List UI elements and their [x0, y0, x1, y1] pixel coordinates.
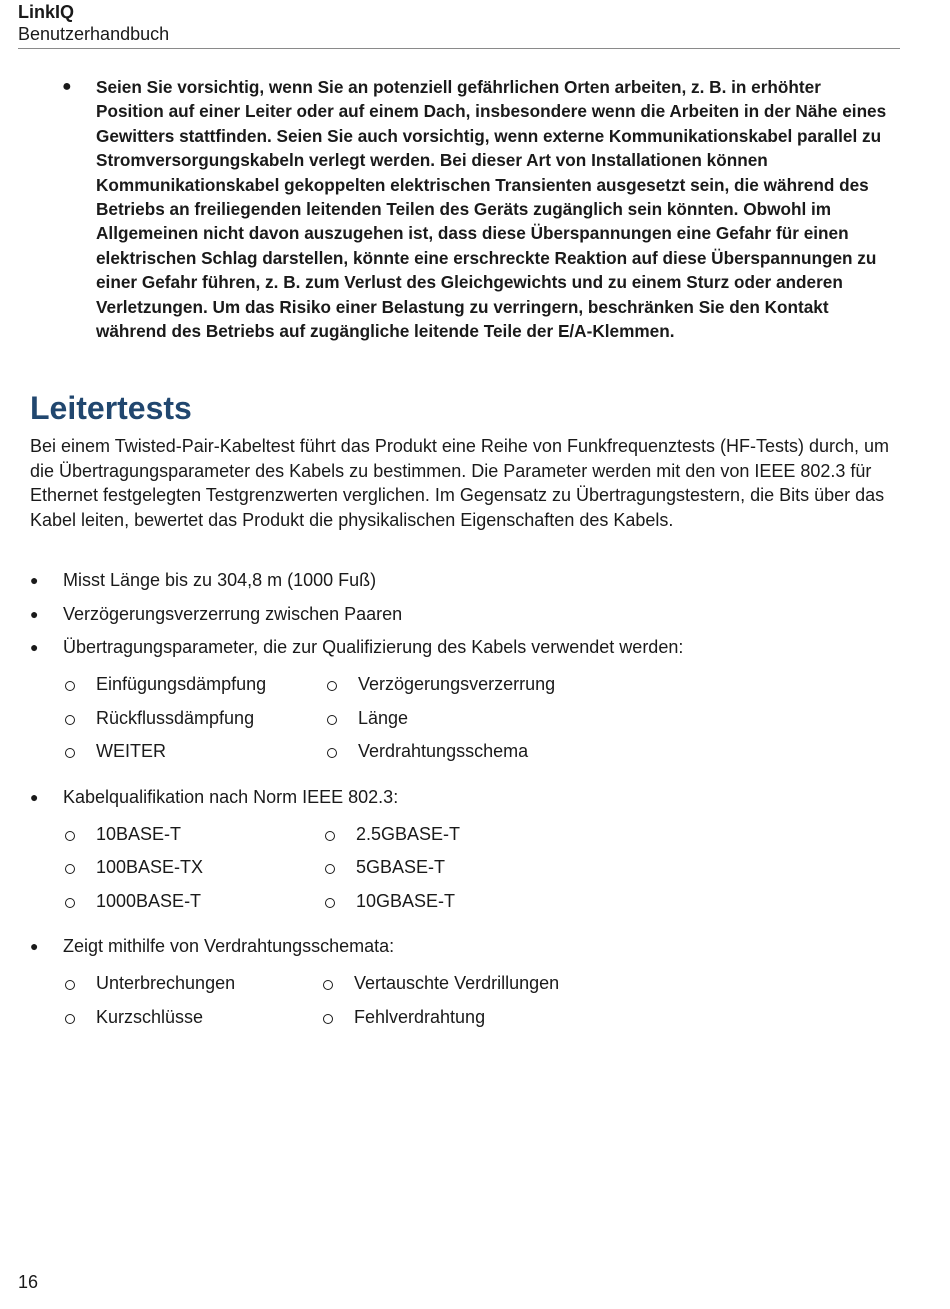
sub-list-item: 5GBASE-T [356, 857, 446, 877]
sub-list-row [30, 971, 900, 1005]
list-item-text: Zeigt mithilfe von Verdrahtungsschemata: [63, 936, 395, 956]
circle-bullet-icon [327, 681, 337, 691]
list-item [30, 635, 900, 659]
sub-list-item: WEITER [96, 741, 166, 761]
page-number: 16 [18, 1272, 39, 1292]
sub-list-item: 10BASE-T [96, 823, 182, 844]
warning-text: Seien Sie vorsichtig, wenn Sie an potenziell gefährlichen Orten arbeiten, z. B. in erhöhter Position auf einer Leiter oder auf einem Dach, insbesondere wenn die Arbeiten in der Nähe eines Gewitters stattfinden. Seien Sie auch vorsichtig, wenn externe Kommunikationskabel parallel zu Stromversorgungskabeln verlegt werden. Bei dieser Art von Installationen können Kommunikationskabel gekoppelten elektrischen Transienten ausgesetzt sein, die während des Betriebs an freiliegenden leitenden Teilen des Geräts zugänglich sein könnten. Obwohl im Allgemeinen nicht davon auszugehen ist, dass diese Überspannungen eine Gefahr für einen elektrischen Schlag darstellen, könnte eine erschreckte Reaktion auf diese Überspannungen zu einer Gefahr führen, z. B. zum Verlust des Gleichgewichts und zu einem Sturz oder anderen Verletzungen. Um das Risiko einer Belastung zu verringern, beschränken Sie den Kontakt während des Betriebs auf zugängliche leitende Teile der E/A-Klemmen. [96, 77, 887, 342]
sub-list-item: Verzögerungsverzerrung [358, 674, 556, 694]
circle-bullet-icon [65, 831, 75, 841]
sub-list-item: Kurzschlüsse [96, 1006, 204, 1027]
sub-list-item: 10GBASE-T [356, 890, 456, 911]
circle-bullet-icon [325, 898, 335, 908]
circle-bullet-icon [65, 980, 75, 990]
list-item [30, 568, 900, 592]
bullet-icon: ● [30, 605, 39, 622]
product-name: LinkIQ [18, 2, 75, 22]
circle-bullet-icon [325, 831, 335, 841]
sub-list-row [30, 672, 900, 706]
sub-list-row [30, 739, 900, 773]
standards-list [30, 822, 900, 923]
circle-bullet-icon [323, 1014, 333, 1024]
sub-list-item: 2.5GBASE-T [356, 823, 461, 844]
circle-bullet-icon [327, 748, 337, 758]
wiremap-list [30, 971, 900, 1038]
sub-list-item: 1000BASE-T [96, 890, 202, 911]
circle-bullet-icon [325, 864, 335, 874]
section-title: Leitertests [30, 390, 192, 426]
page-header [18, 0, 900, 46]
list-item-text: Verzögerungsverzerrung zwischen Paaren [63, 603, 403, 624]
sub-list-item: Unterbrechungen [96, 973, 236, 993]
sub-list-row [30, 706, 900, 740]
circle-bullet-icon [65, 715, 75, 725]
document-type: Benutzerhandbuch [18, 24, 170, 44]
list-item-text: Kabelqualifikation nach Norm IEEE 802.3: [63, 786, 399, 807]
sub-list-item: Verdrahtungsschema [358, 741, 529, 761]
bullet-icon: ● [62, 78, 72, 95]
bullet-icon: ● [30, 938, 39, 954]
bullet-icon: ● [30, 788, 39, 805]
sub-list-item: Rückflussdämpfung [96, 707, 255, 728]
sub-list-row [30, 1005, 900, 1039]
list-item [30, 602, 900, 626]
section-intro: Bei einem Twisted-Pair-Kabeltest führt das Produkt eine Reihe von Funkfrequenztests (HF-Tests) durch, um die Übertragungsparameter des Kabels zu bestimmen. Die Parameter werden mit den von IEEE 802.3 für Ethernet festgelegten Testgrenzwerten verglichen. Im Gegensatz zu Übertragungstestern, die Bits über das Kabel leiten, bewertet das Produkt die physikalischen Eigenschaften des Kabels. [30, 436, 890, 530]
sub-list-row [30, 822, 900, 856]
transmission-parameters-list [30, 672, 900, 773]
circle-bullet-icon [327, 715, 337, 725]
sub-list-item: Fehlverdrahtung [354, 1006, 486, 1027]
bullet-icon: ● [30, 572, 39, 588]
sub-list-item: Einfügungsdämpfung [96, 674, 267, 694]
list-item [30, 785, 900, 809]
circle-bullet-icon [65, 681, 75, 691]
sub-list-item: Vertauschte Verdrillungen [354, 973, 560, 993]
list-item [30, 934, 900, 958]
list-item-text: Übertragungsparameter, die zur Qualifizierung des Kabels verwendet werden: [63, 637, 684, 657]
safety-warning [62, 75, 892, 343]
circle-bullet-icon [65, 1014, 75, 1024]
circle-bullet-icon [65, 748, 75, 758]
sub-list-row [30, 855, 900, 889]
sub-list-item: Länge [358, 707, 409, 728]
list-item-text: Misst Länge bis zu 304,8 m (1000 Fuß) [63, 570, 377, 590]
circle-bullet-icon [323, 980, 333, 990]
header-divider [18, 48, 900, 49]
bullet-icon: ● [30, 639, 39, 655]
sub-list-row [30, 889, 900, 923]
feature-list [30, 568, 900, 1050]
sub-list-item: 100BASE-TX [96, 857, 204, 877]
circle-bullet-icon [65, 864, 75, 874]
circle-bullet-icon [65, 898, 75, 908]
